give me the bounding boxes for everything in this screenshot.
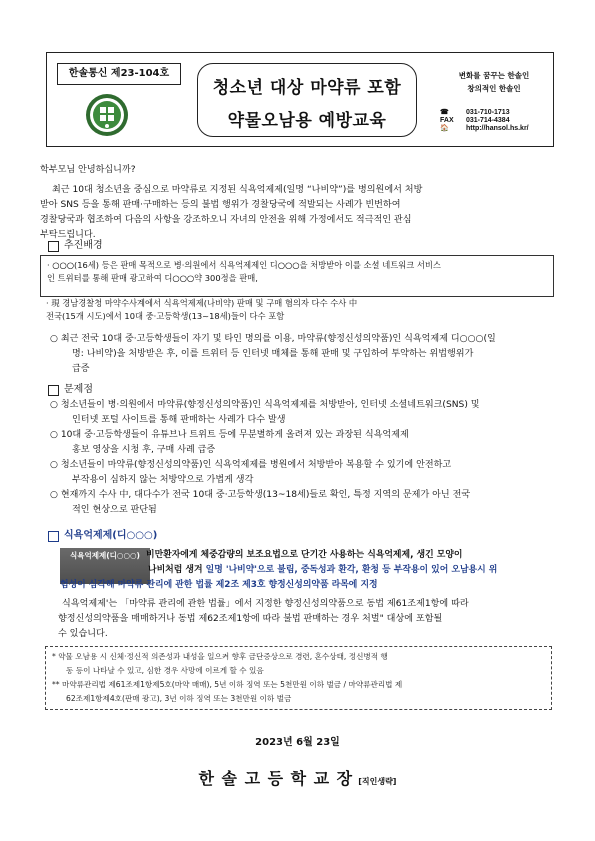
checkbox-icon — [48, 531, 59, 542]
homepage-link[interactable]: http://hansol.hs.kr/ — [466, 125, 529, 132]
fax-number: 031-714-4384 — [466, 117, 510, 124]
section-title: 식욕억제제(디○○○) — [64, 530, 158, 541]
problem-line: 적인 현상으로 판단됨 — [72, 505, 157, 515]
section-problem-heading — [48, 382, 93, 398]
note-line: 동 등이 나타날 수 있고, 심한 경우 사망에 이르게 할 수 있음 — [66, 666, 264, 675]
bullet-line: ○ 최근 전국 10대 중·고등학생들이 자기 및 타인 명의를 이용, 마약류(향정신성의약품)인 식욕억제제 디○○○(일 — [50, 334, 496, 344]
intro-paragraph — [40, 183, 560, 243]
section-title: 추진배경 — [64, 240, 103, 251]
intro-line: 받아 SNS 등을 통해 판매·구매하는 등의 불법 행위가 경찰당국에 적발되는 사례가 빈번하여 — [40, 200, 401, 210]
problem-line: 홍보 영상을 시청 후, 구매 사례 급증 — [72, 445, 216, 455]
title-line-2: 약물오남용 예방교육 — [227, 111, 387, 131]
section-drug-heading — [48, 528, 157, 544]
case-extra — [46, 297, 556, 323]
desc-highlight: 일명 '나비약'으로 불림, 중독성과 환각, 환청 등 부작용이 있어 오남용시 위 — [205, 565, 498, 575]
motto-line-1: 변화를 꿈꾸는 한솔인 — [458, 71, 530, 80]
intro-line: 부탁드립니다. — [40, 230, 96, 240]
case-line: · 現 경남경찰청 마약수사계에서 식욕억제제(나비약) 판매 및 구매 혐의자 다수 수사 中 — [46, 298, 358, 308]
bullet-line: 급증 — [72, 364, 90, 374]
problem-line: ○ 청소년들이 마약류(향정신성의약품)인 식욕억제제를 병원에서 처방받아 복용할 수 있기에 안전하고 — [50, 460, 452, 470]
desc-line: 나비처럼 생겨 — [148, 565, 206, 575]
law-line: 향정신성의약품을 매매하거나 동법 제62조제1항에 따라 불법 판매하는 경우 처벌" 대상에 포함될 — [58, 614, 443, 624]
footnote-box — [45, 646, 552, 710]
problem-line: 인터넷 포털 사이트를 통해 판매하는 사례가 다수 발생 — [72, 415, 286, 425]
bullet-line: 명: 나비약)을 처방받은 후, 이를 트위터 등 인터넷 매체를 통해 판매 및 구입하여 투약하는 위법행위가 — [72, 349, 474, 359]
section-title: 문제점 — [64, 384, 93, 395]
intro-line: 경찰당국과 협조하여 다음의 사항을 강조하오니 자녀의 안전을 위해 가정에서도 적극적인 관심 — [40, 215, 412, 225]
note-line: 62조제1항제4호(판매 광고), 3년 이하 징역 또는 3천만원 이하 벌금 — [66, 694, 292, 703]
motto-line-2: 창의적인 한솔인 — [467, 84, 521, 93]
phone-icon: ☎ — [440, 109, 449, 116]
problem-line: ○ 10대 중·고등학생들이 유튜브나 트위트 등에 무분별하게 올려져 있는 과장된 식욕억제제 — [50, 430, 409, 440]
newsletter-header — [46, 52, 554, 147]
issue-number: 한솔통신 제23-104호 — [57, 63, 181, 85]
problem-line: ○ 현재까지 수사 中, 대다수가 전국 10대 중·고등학생(13~18세)들로 확인, 특정 지역의 문제가 아닌 전국 — [50, 490, 471, 500]
fax-label: FAX — [440, 117, 454, 124]
section-background-heading — [48, 238, 103, 254]
document-title — [197, 63, 417, 137]
case-line: · ○○○(16세) 등은 판매 목적으로 병·의원에서 식욕억제제인 디○○○을 처방받아 이를 소셜 네트워크 서비스 — [47, 260, 441, 270]
contact-info — [440, 109, 529, 133]
case-summary-box — [40, 255, 554, 297]
drug-description — [146, 548, 566, 563]
phone-number: 031-710-1713 — [466, 109, 510, 116]
home-icon: 🏠 — [440, 125, 449, 132]
checkbox-icon — [48, 385, 59, 396]
checkbox-icon — [48, 241, 59, 252]
problem-line: ○ 청소년들이 병·의원에서 마약류(향정신성의약품)인 식욕억제제를 처방받아, 인터넷 소셜네트워크(SNS) 및 — [50, 400, 480, 410]
note-line: ** 마약류관리법 제61조제1항제5호(마약 매매), 5년 이하 징역 또는 5천만원 이하 벌금 / 마약류관리법 제 — [52, 680, 403, 689]
law-paragraph — [50, 597, 565, 642]
school-motto — [439, 69, 549, 95]
drug-photo-label: 식욕억제제(디○○○) — [70, 551, 140, 560]
case-line: 인 트위터를 통해 판매 광고하여 디○○○약 300정을 판매, — [47, 273, 258, 283]
title-line-1: 청소년 대상 마약류 포함 — [212, 78, 402, 98]
background-bullet — [50, 332, 560, 377]
seal-note: [직인생략] — [358, 777, 397, 786]
school-emblem-icon — [85, 93, 129, 137]
note-line: * 약물 오남용 시 신체·정신적 의존성과 내성을 일으켜 향후 금단증상으로 경련, 혼수상태, 정신병적 행 — [52, 652, 388, 661]
problem-list — [50, 398, 560, 518]
law-line: 수 있습니다. — [58, 629, 108, 639]
intro-line: 최근 10대 청소년을 중심으로 마약류로 지정된 식욕억제제(일명 “나비약”)를 병의원에서 처방 — [52, 185, 423, 195]
drug-description-cont — [60, 563, 565, 593]
case-line: 전국(15개 시도)에서 10대 중·고등학생(13~18세)들이 다수 포함 — [46, 311, 285, 321]
signature-block — [0, 766, 595, 789]
problem-line: 부작용이 심하지 않는 처방약으로 가볍게 생각 — [72, 475, 254, 485]
law-line: 식욕억제제'는 「마약류 관리에 관한 법률」에서 지정한 향정신성의약품으로 동법 제61조제1항에 따라 — [62, 599, 469, 609]
greeting: 학부모님 안녕하십니까? — [40, 165, 136, 175]
principal-signature: 한 솔 고 등 학 교 장 — [198, 769, 354, 788]
desc-line: 험성이 심각해 마약류 관리에 관한 법률 제2조 제3호 향정신성의약품 라목에 지정 — [60, 580, 378, 590]
document-date: 2023년 6월 23일 — [255, 737, 340, 748]
desc-line: 비만환자에게 체중감량의 보조요법으로 단기간 사용하는 식욕억제제, 생긴 모양이 — [146, 550, 463, 560]
